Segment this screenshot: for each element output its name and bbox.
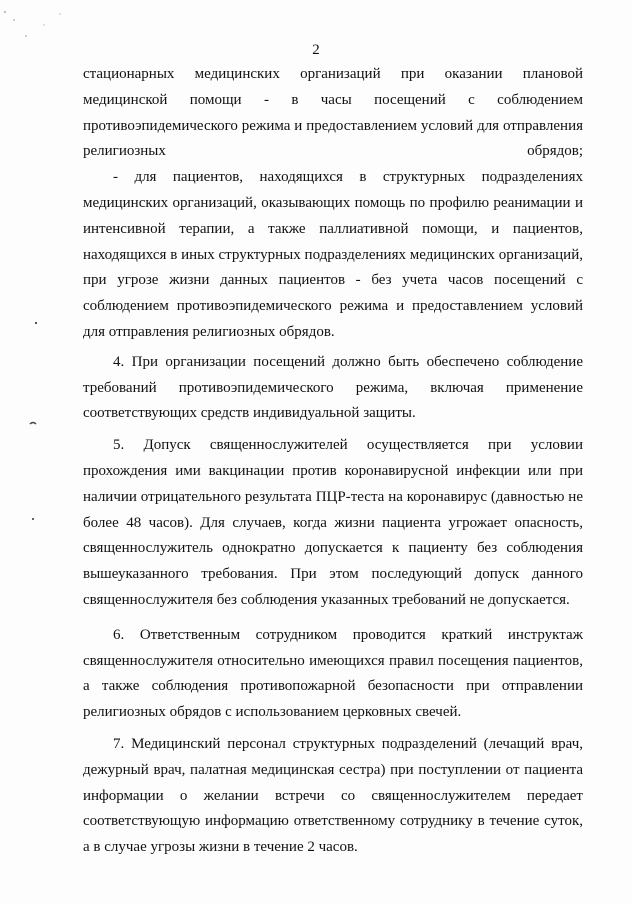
scan-speck — [25, 35, 26, 36]
scan-speck — [35, 322, 37, 324]
paragraph-item-7: 7. Медицинский персонал структурных подразделений (лечащий врач, дежурный врач, палатная медицинская сестра) при поступлении от пациента информации о желании встречи со священнослужителем передает соответствующую информацию ответственному сотруднику в течение суток, а в случае угрозы жизни в течение 2 часов. — [83, 735, 583, 856]
scan-speck — [30, 423, 36, 425]
scan-speck — [13, 19, 14, 20]
paragraph-item-4: 4. При организации посещений должно быть обеспечено соблюдение требований противоэпидемического режима, включая применение соответствующих средств индивидуальной защиты. — [83, 353, 583, 422]
page-number: 2 — [312, 42, 320, 58]
paragraph-item-5: 5. Допуск священнослужителей осуществляется при условии прохождения ими вакцинации против коронавирусной инфекции или при наличии отрицательного результата ПЦР-теста на коронавирус (давностью не более 48 часов). Для случаев, когда жизни пациента угрожает опасность, священнослужитель однократно допускается к пациенту без соблюдения вышеуказанного требования. При этом последующий допуск данного священнослужителя без соблюдения указанных требований не допускается. — [83, 437, 583, 608]
scan-speck — [59, 13, 60, 14]
paragraph-bullet-icu: - для пациентов, находящихся в структурных подразделениях медицинских организаций, оказывающих помощь по профилю реанимации и интенсивной терапии, а также паллиативной помощи, и пациентов, находящихся в иных структурных подразделениях медицинских организаций, при угрозе жизни данных пациентов - без учета часов посещений с соблюдением противоэпидемического режима и предоставлением условий для отправления религиозных обрядов. — [83, 169, 583, 340]
paragraph-item-6: 6. Ответственным сотрудником проводится краткий инструктаж священнослужителя относительно имеющихся правил посещения пациентов, а также соблюдения противопожарной безопасности при отправлении религиозных обрядов с использованием церковных свечей. — [83, 626, 583, 721]
scan-speck — [43, 24, 44, 25]
scan-speck — [4, 11, 6, 13]
paragraph-continuation: стационарных медицинских организаций при оказании плановой медицинской помощи - в часы посещений с соблюдением противоэпидемического режима и предоставлением условий для отправления религиозных обрядов; — [83, 66, 583, 160]
scan-speck — [32, 518, 34, 520]
document-body — [83, 62, 583, 861]
